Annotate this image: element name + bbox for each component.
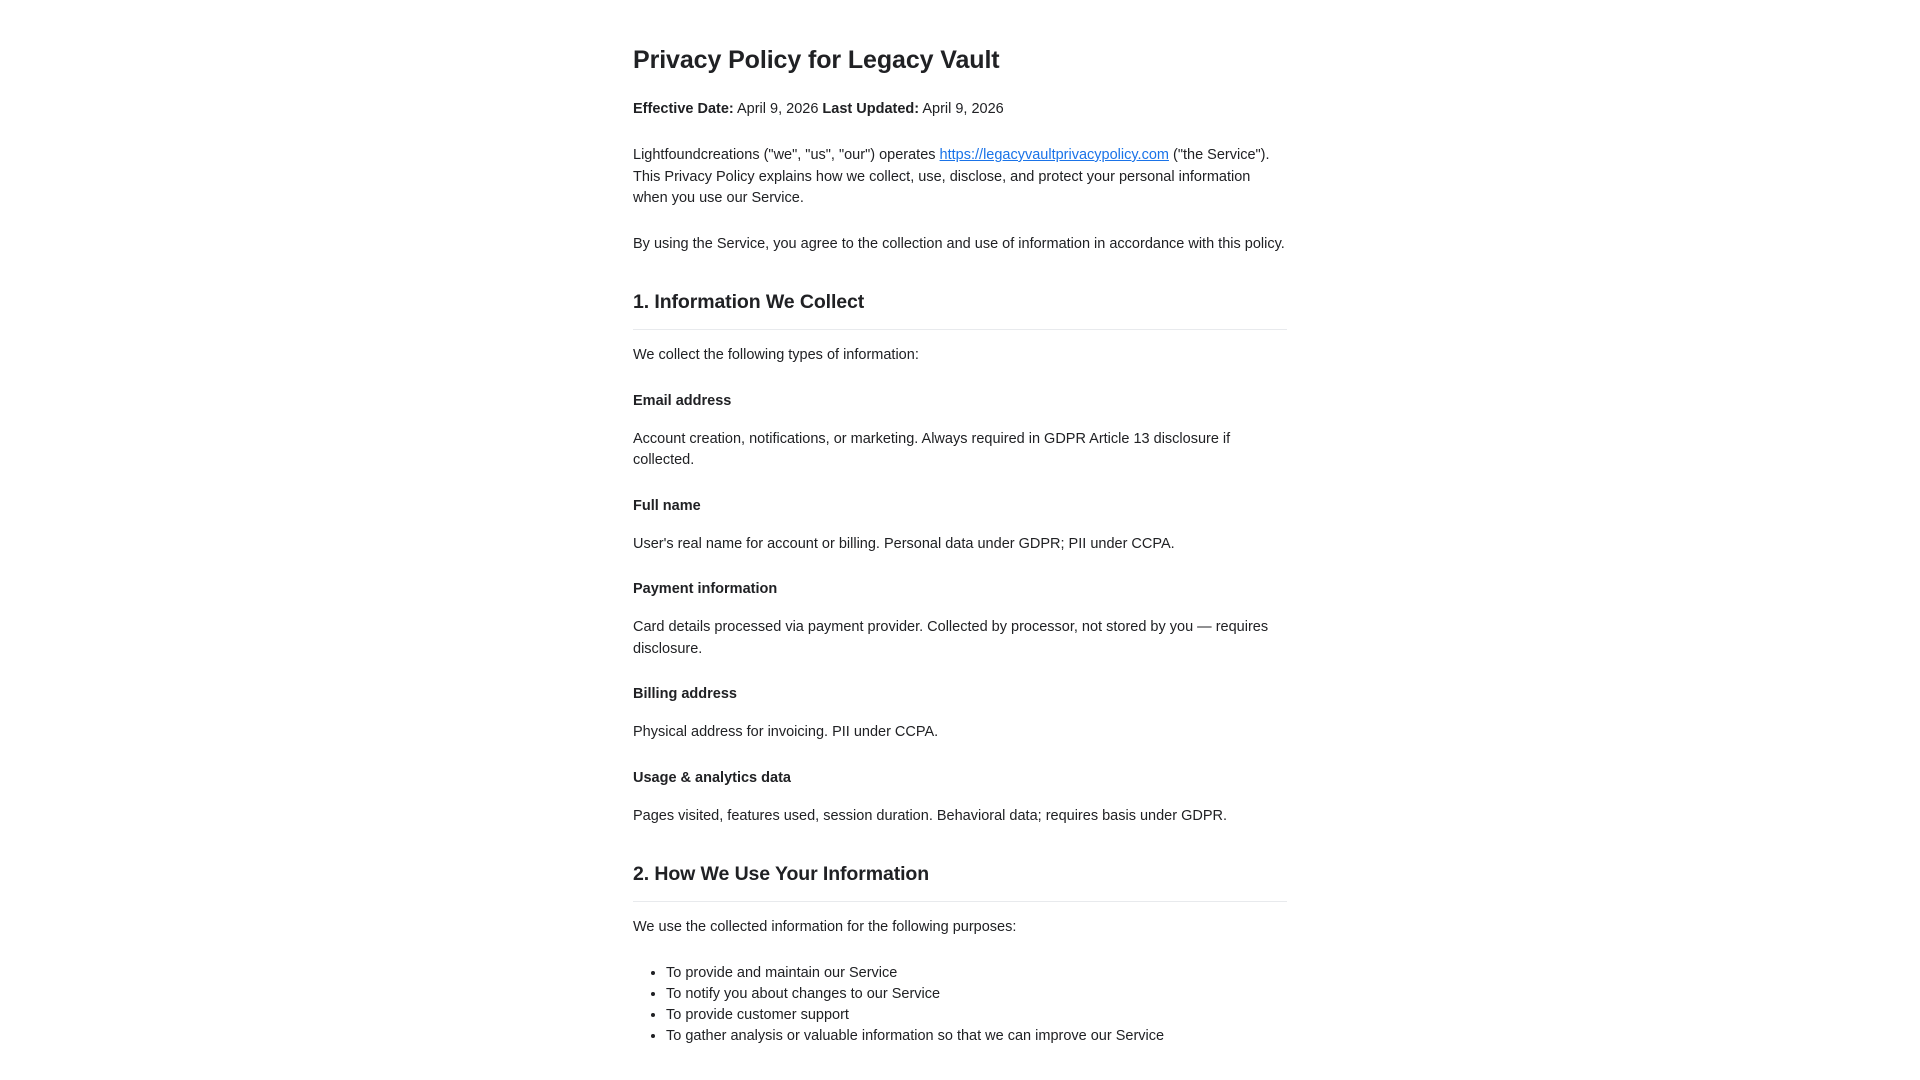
sub-heading-payment-information: Payment information [633,581,778,597]
document-meta [633,98,1287,120]
section-body-1 [633,330,1287,827]
description-email-address: Account creation, notifications, or marketing. Always required in GDPR Article 13 disclosure if collected. [633,430,1231,468]
section-body-2 [633,902,1287,1047]
usage-purposes-list [633,963,1287,1047]
last-updated-label: Last Updated: [822,101,920,117]
intro-paragraph [633,145,1287,210]
last-updated-value: April 9, 2026 [922,101,1004,117]
sub-heading-email-address: Email address [633,392,732,409]
effective-date-label: Effective Date: [633,101,734,117]
effective-date-value: April 9, 2026 [736,101,819,117]
description-payment-information: Card details processed via payment provider. Collected by processor, not stored by you — requires disclosure. [633,619,1269,657]
service-url-link[interactable]: https://legacyvaultprivacypolicy.com [939,147,1169,163]
list-item: • To notify you about changes to our Service [666,984,1287,1005]
description-billing-address: Physical address for invoicing. PII under CCPA. [633,724,939,740]
intro-text-after-link: ("the Service"). This Privacy Policy explains how we collect, use, disclose, and protect your personal information when you use our Service. [633,147,1270,206]
sub-heading-full-name: Full name [633,497,701,514]
list-item: • To provide customer support [666,1005,1287,1026]
intro-text-before-link: Lightfoundcreations ("we", "us", "our") operates [633,147,940,163]
section-heading-2: 2. How We Use Your Information [633,861,1287,902]
description-usage-analytics-data: Pages visited, features used, session duration. Behavioral data; requires basis under GDPR. [633,807,1228,824]
agreement-paragraph: By using the Service, you agree to the collection and use of information in accordance with this policy. [633,235,1285,252]
document-content-column [633,0,1287,1047]
list-item: • To gather analysis or valuable information so that we can improve our Service [666,1026,1287,1047]
section-1-lead: We collect the following types of information: [633,347,919,363]
list-item: • To provide and maintain our Service [666,963,1287,984]
section-heading-1: 1. Information We Collect [633,289,1287,330]
section-2-lead: We use the collected information for the following purposes: [633,919,1017,935]
description-full-name: User's real name for account or billing. Personal data under GDPR; PII under CCPA. [633,535,1175,552]
page-title: Privacy Policy for Legacy Vault [633,46,1000,74]
sub-heading-usage-analytics-data: Usage & analytics data [633,769,791,786]
sub-heading-billing-address: Billing address [633,686,737,702]
